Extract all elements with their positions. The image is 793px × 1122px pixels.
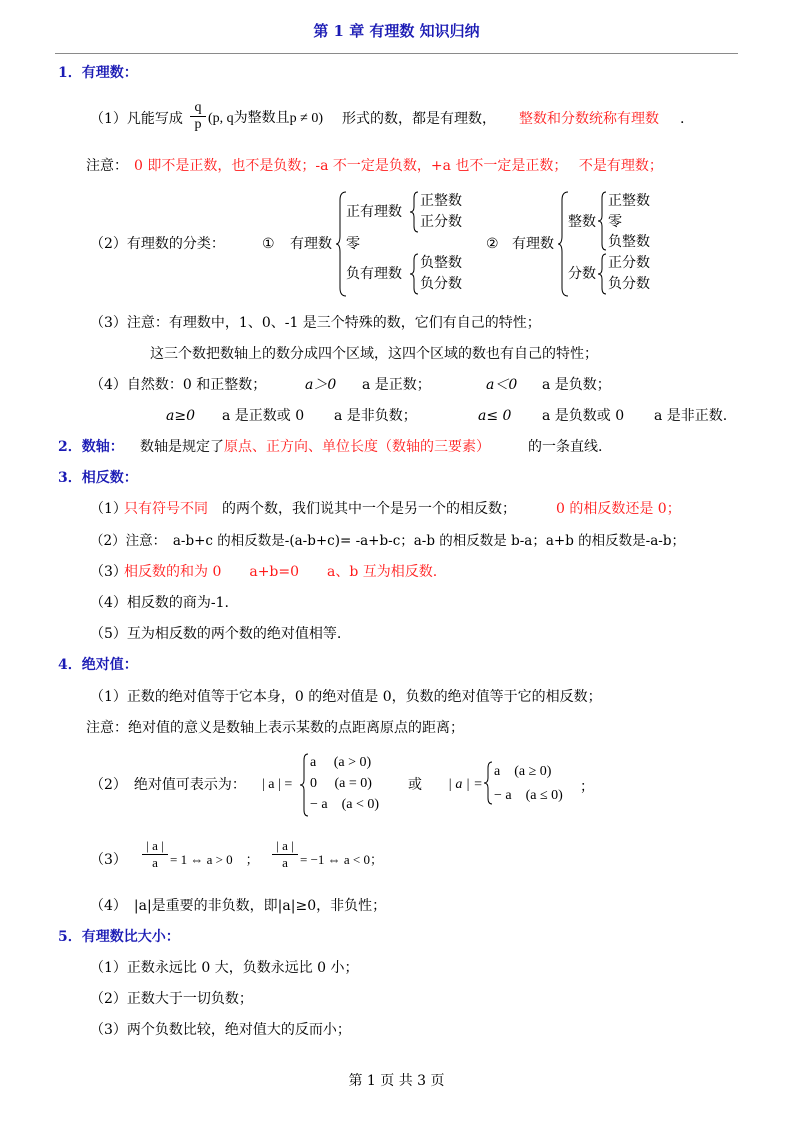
s1-p4-natural-numbers: （4）自然数：0 和正整数； <box>90 377 267 393</box>
s4-p2-label: （2） 绝对值可表示为： <box>90 777 246 793</box>
c2-integer: 整数 <box>568 214 596 230</box>
s3-p2: （2）注意： a-b+c 的相反数是-(a-b+c)= -a+b-c；a-b 的相反数是 b-a；a+b 的相反数是-a-b； <box>90 533 685 549</box>
s1-q-over-p-fraction <box>190 100 206 133</box>
c2-fraction-negative: 负分数 <box>608 276 650 292</box>
s5-p3: （3）两个负数比较，绝对值大的反而小； <box>90 1022 351 1038</box>
c2-integer-brace <box>598 190 608 252</box>
s1-p4-negative-or-zero: a 是负数或 0 <box>542 408 625 424</box>
s1-classification-label: （2）有理数的分类： <box>90 236 225 252</box>
s1-p3: （3）注意：有理数中，1、0、-1 是三个特殊的数，它们有自己的特性； <box>90 315 541 331</box>
abs-case-zero: 0 (a = 0) <box>310 776 372 791</box>
s1-p1-end: . <box>680 111 685 127</box>
c1-positive-brace <box>410 190 420 234</box>
s1-p4-positive: a 是正数； <box>362 377 431 393</box>
s2-three-elements: 原点、正方向、单位长度（数轴的三要素） <box>224 439 490 455</box>
fraction-denominator: p <box>194 117 202 132</box>
page-title: 第 1 章 有理数 知识归纳 <box>313 22 480 40</box>
c2-fraction-positive: 正分数 <box>608 255 650 271</box>
s4-p1: （1）正数的绝对值等于它本身，0 的绝对值是 0，负数的绝对值等于它的相反数； <box>90 689 602 705</box>
s4-note: 注意：绝对值的意义是数轴上表示某数的点距离原点的距离； <box>86 720 464 736</box>
s3-p1-zero-opposite: 0 的相反数还是 0； <box>556 501 681 517</box>
c1-zero: 零 <box>346 236 360 252</box>
classification-1-marker: ① <box>262 236 275 252</box>
s1-p4-non-negative: a 是非负数； <box>334 408 417 424</box>
abs-or: 或 <box>408 777 422 793</box>
abs-def-lhs: | a | = <box>262 777 293 792</box>
s5-p1: （1）正数永远比 0 大，负数永远比 0 小； <box>90 960 359 976</box>
section-3-heading: 3．相反数： <box>58 470 138 486</box>
classification-2-marker: ② <box>486 236 499 252</box>
s3-p1-highlight: 只有符号不同 <box>124 501 208 517</box>
c2-integer-zero: 零 <box>608 214 622 230</box>
abs-case-positive: a (a > 0) <box>310 755 372 770</box>
s1-note-label: 注意： <box>86 158 128 174</box>
fraction-denominator: a <box>282 855 288 870</box>
s3-p4: （4）相反数的商为-1. <box>90 595 229 611</box>
abs-case-negative: − a (a < 0) <box>310 797 380 812</box>
abs-def-semicolon: ； <box>580 779 594 795</box>
c1-negative-fraction: 负分数 <box>420 276 462 292</box>
abs-ratio-fraction-2 <box>272 838 298 871</box>
c1-negative-integer: 负整数 <box>420 255 462 271</box>
abs-def-alt-brace <box>484 760 494 806</box>
abs-def-lhs-alt: | a | = <box>448 777 483 792</box>
fraction-denominator: a <box>152 855 158 870</box>
c2-fraction-brace <box>598 252 608 296</box>
abs-ratio-fraction-1 <box>142 838 168 871</box>
c1-negative-rational: 负有理数 <box>346 266 402 282</box>
s2-text-start: 数轴是规定了 <box>140 439 224 455</box>
abs-case-nonpositive: − a (a ≤ 0) <box>494 788 563 803</box>
classification-2-root: 有理数 <box>512 236 554 252</box>
s5-p2: （2）正数大于一切负数； <box>90 991 253 1007</box>
s1-p4-a-gt-0: a＞0 <box>305 377 337 393</box>
s1-p1-condition: (p, q为整数且p ≠ 0) <box>208 111 324 126</box>
s1-p4-a-ge-0: a≥0 <box>166 408 195 424</box>
section-2-heading: 2．数轴： <box>58 439 124 455</box>
c2-integer-positive: 正整数 <box>608 193 650 209</box>
s1-p4-non-positive: a 是非正数. <box>654 408 728 424</box>
fraction-numerator: q <box>190 100 206 117</box>
s3-p3-highlight: 相反数的和为 0 a+b=0 a、b 互为相反数. <box>124 564 438 580</box>
s1-p4-negative: a 是负数； <box>542 377 611 393</box>
s1-p1-highlight: 整数和分数统称有理数 <box>519 111 659 127</box>
fraction-numerator: | a | <box>272 838 298 855</box>
section-1-heading: 1．有理数： <box>58 65 138 81</box>
c2-integer-negative: 负整数 <box>608 234 650 250</box>
abs-def-brace <box>300 752 310 818</box>
abs-ratio-rule-1: = 1 ⇔ a > 0 ； <box>170 852 259 867</box>
section-4-heading: 4．绝对值： <box>58 657 138 673</box>
s1-note-highlight: 0 即不是正数，也不是负数；-a 不一定是负数，+a 也不一定是正数； 不是有理数； <box>134 158 663 174</box>
abs-case-nonnegative: a (a ≥ 0) <box>494 764 552 779</box>
s1-p1-mid: 形式的数，都是有理数， <box>342 111 496 127</box>
c1-negative-brace <box>410 252 420 296</box>
header-divider <box>55 53 738 54</box>
s1-p4-a-le-0: a≤ 0 <box>478 408 512 424</box>
s1-p3-continued: 这三个数把数轴上的数分成四个区域，这四个区域的数也有自己的特性； <box>150 346 598 362</box>
s1-p1-start: （1）凡能写成 <box>90 111 183 127</box>
s4-p4: （4） |a|是重要的非负数，即|a|≥0，非负性； <box>90 898 387 914</box>
fraction-numerator: | a | <box>142 838 168 855</box>
section-5-heading: 5．有理数比大小： <box>58 929 180 945</box>
classification-1-root: 有理数 <box>290 236 332 252</box>
s1-p4-a-lt-0: a＜0 <box>486 377 518 393</box>
abs-ratio-rule-2: = −1 ⇔ a < 0； <box>300 852 384 867</box>
s1-p4-positive-or-zero: a 是正数或 0 <box>222 408 305 424</box>
c1-positive-fraction: 正分数 <box>420 214 462 230</box>
s3-p5: （5）互为相反数的两个数的绝对值相等. <box>90 626 342 642</box>
s4-p3-label: （3） <box>90 852 127 868</box>
c2-fraction: 分数 <box>568 266 596 282</box>
s3-p3-number: （3） <box>90 564 127 580</box>
c1-positive-integer: 正整数 <box>420 193 462 209</box>
s3-p1-mid: 的两个数，我们说其中一个是另一个的相反数； <box>222 501 516 517</box>
c1-positive-rational: 正有理数 <box>346 204 402 220</box>
s3-p1-number: （1） <box>90 501 127 517</box>
s2-text-end: 的一条直线. <box>528 439 603 455</box>
page-footer: 第 1 页 共 3 页 <box>348 1073 445 1089</box>
